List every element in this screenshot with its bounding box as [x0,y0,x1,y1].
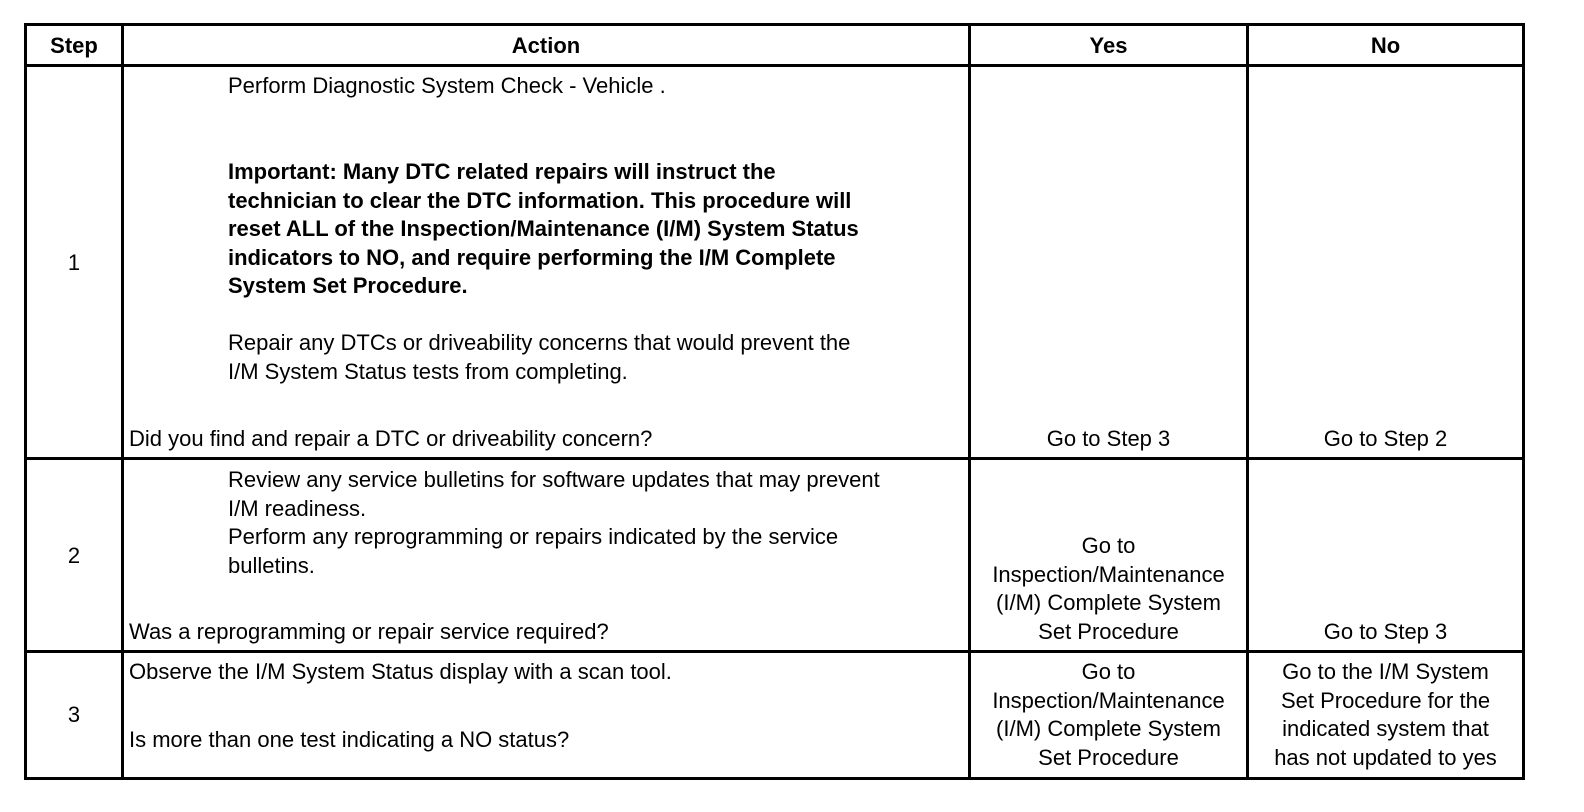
action-question: Was a reprogramming or repair service required? [129,619,609,644]
action-instruction: I/M readiness. [228,495,367,521]
no-result: indicated system that [1282,716,1489,741]
important-note-line: indicators to NO, and require performing the I/M Complete [228,244,836,270]
step-number: 1 [67,250,81,275]
action-instruction: I/M System Status tests from completing. [228,358,628,384]
important-note-line: technician to clear the DTC information. This procedure will [228,187,852,213]
step-number: 3 [67,702,81,727]
divider-step-action [121,26,124,777]
divider-header [27,64,1522,67]
no-result: Go to the I/M System [1282,659,1489,684]
action-instruction: Perform any reprogramming or repairs indicated by the service [228,524,839,549]
diagnostic-table [24,23,1525,780]
yes-result: Go to [1081,533,1136,558]
header-action: Action [511,33,581,58]
yes-result: Set Procedure [1038,744,1179,770]
action-question: Is more than one test indicating a NO status? [129,727,570,752]
no-result: has not updated to yes [1274,744,1497,770]
divider-row-2-3 [27,650,1522,653]
yes-result: Inspection/Maintenance [992,687,1225,713]
header-step: Step [50,33,98,58]
yes-result: (I/M) Complete System [996,590,1221,615]
yes-result: (I/M) Complete System [996,716,1221,741]
action-instruction: Review any service bulletins for software updates that may prevent [228,467,880,492]
action-instruction: Repair any DTCs or driveability concerns that would prevent the [228,330,851,355]
action-instruction: bulletins. [228,552,315,578]
header-no: No [1370,33,1401,58]
no-result: Go to Step 2 [1323,426,1448,451]
no-result: Go to Step 3 [1323,619,1448,644]
divider-row-1-2 [27,457,1522,460]
important-note-line: reset ALL of the Inspection/Maintenance (I/M) System Status [228,216,859,241]
no-result: Set Procedure for the [1280,687,1491,713]
yes-result: Go to [1081,659,1136,684]
action-instruction: Observe the I/M System Status display with a scan tool. [129,659,672,684]
important-note-line: System Set Procedure. [228,273,468,298]
important-note-line: Important: Many DTC related repairs will instruct the [228,159,776,184]
step-number: 2 [67,543,81,568]
yes-result: Go to Step 3 [1046,426,1171,451]
action-instruction: Perform Diagnostic System Check - Vehicle . [228,73,666,98]
yes-result: Set Procedure [1038,618,1179,644]
yes-result: Inspection/Maintenance [992,561,1225,587]
header-yes: Yes [1089,33,1128,58]
action-question: Did you find and repair a DTC or driveability concern? [129,426,653,451]
